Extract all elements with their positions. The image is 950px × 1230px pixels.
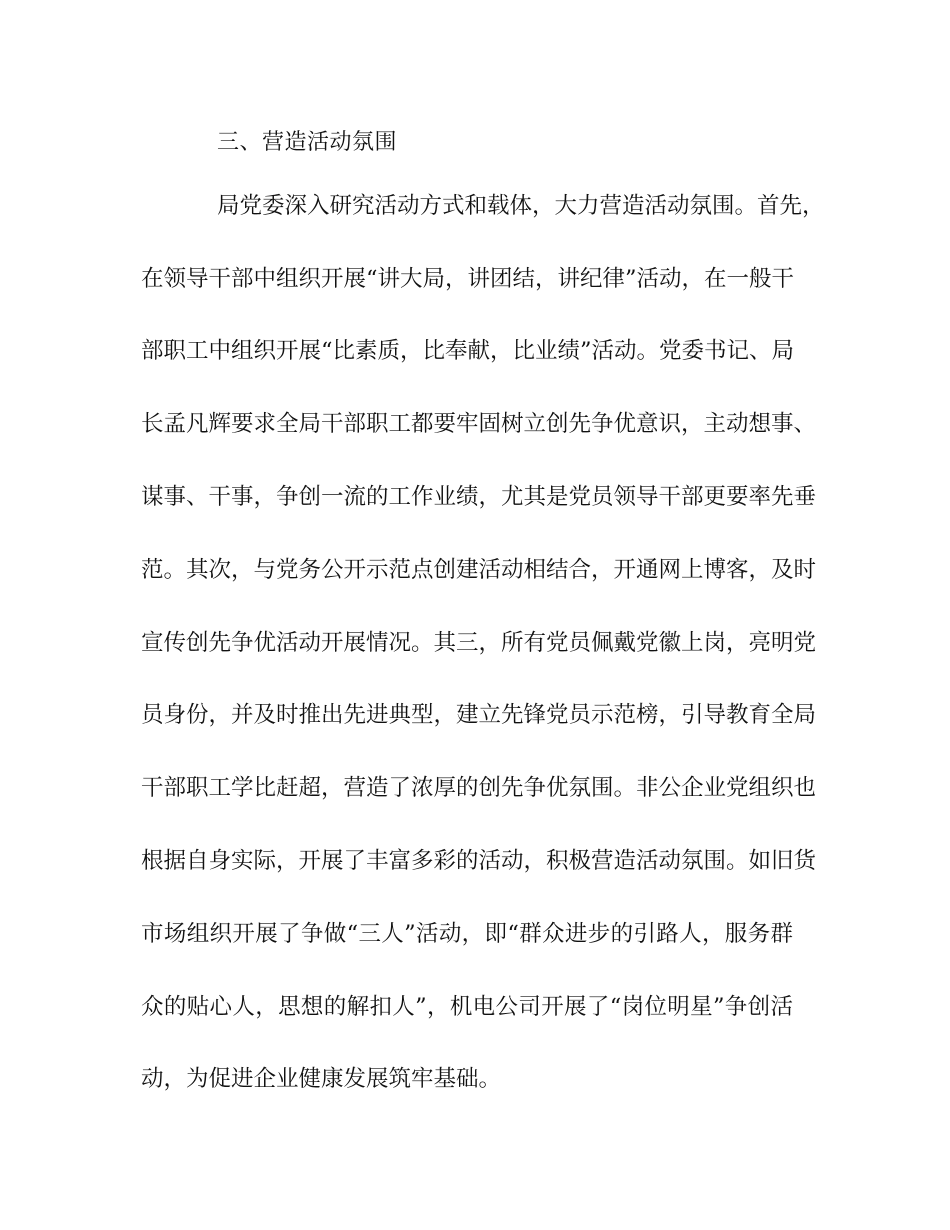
- paragraph-line: 部职工中组织开展“比素质，比奉献，比业绩”活动。党委书记、局: [141, 338, 795, 364]
- paragraph-line: 动，为促进企业健康发展筑牢基础。: [141, 1066, 502, 1092]
- paragraph-line: 市场组织开展了争做“三人”活动，即“群众进步的引路人，服务群: [141, 921, 793, 947]
- paragraph-line: 在领导干部中组织开展“讲大局，讲团结，讲纪律”活动，在一般干: [141, 266, 795, 292]
- paragraph-line: 宣传创先争优活动开展情况。其三，所有党员佩戴党徽上岗，亮明党: [141, 630, 817, 656]
- paragraph-line: 谋事、干事，争创一流的工作业绩，尤其是党员领导干部更要率先垂: [141, 484, 817, 510]
- paragraph-line: 员身份，并及时推出先进典型，建立先锋党员示范榜，引导教育全局: [141, 702, 817, 728]
- paragraph-line: 局党委深入研究活动方式和载体，大力营造活动氛围。首先，: [217, 193, 825, 219]
- section-heading: 三、营造活动氛围: [217, 130, 398, 155]
- paragraph-line: 范。其次，与党务公开示范点创建活动相结合，开通网上博客，及时: [141, 557, 817, 583]
- paragraph-line: 长孟凡辉要求全局干部职工都要牢固树立创先争优意识，主动想事、: [141, 411, 817, 437]
- paragraph-line: 众的贴心人，思想的解扣人”，机电公司开展了“岗位明星”争创活: [141, 994, 793, 1020]
- paragraph-line: 根据自身实际，开展了丰富多彩的活动，积极营造活动氛围。如旧货: [141, 848, 817, 874]
- paragraph-line: 干部职工学比赶超，营造了浓厚的创先争优氛围。非公企业党组织也: [141, 775, 817, 801]
